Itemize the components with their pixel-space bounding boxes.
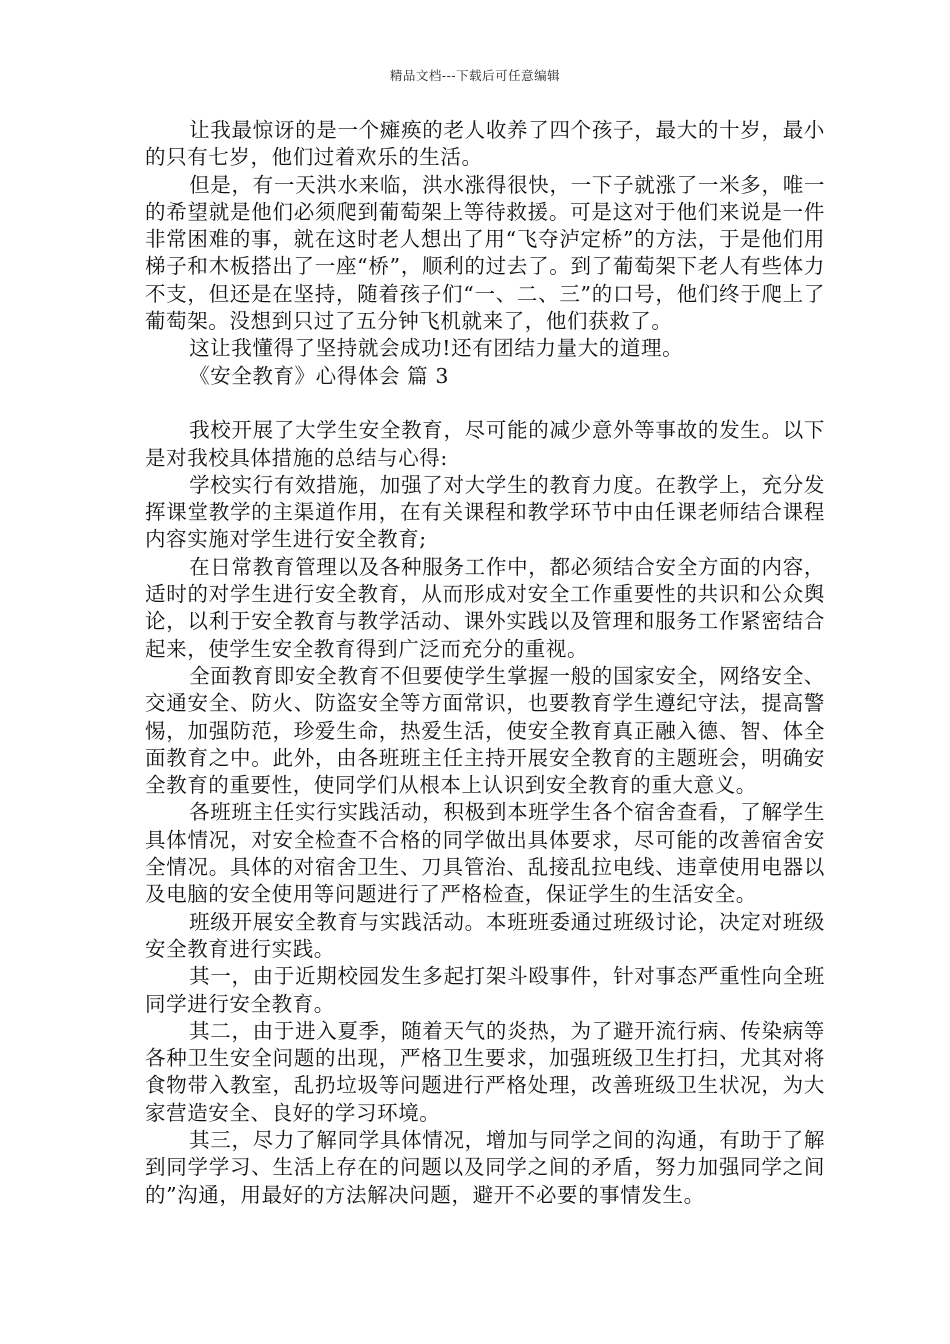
paragraph: 学校实行有效措施，加强了对大学生的教育力度。在教学上，充分发挥课堂教学的主渠道作用，在有关课程和教学环节中由任课老师结合课程内容实施对学生进行安全教育; (145, 472, 825, 552)
document-body (145, 117, 825, 1209)
paragraph: 让我最惊讶的是一个瘫痪的老人收养了四个孩子，最大的十岁，最小的只有七岁，他们过着欢乐的生活。 (145, 118, 825, 170)
section-heading: 《安全教育》心得体会 篇 3 (189, 363, 450, 388)
page-header: 精品文档---下载后可任意编辑 (389, 68, 561, 83)
paragraph: 各班班主任实行实践活动，积极到本班学生各个宿舍查看，了解学生具体情况，对安全检查不合格的同学做出具体要求，尽可能的改善宿舍安全情况。具体的对宿舍卫生、刀具管治、乱接乱拉电线、违章使用电器以及电脑的安全使用等问题进行了严格检查，保证学生的生活安全。 (145, 800, 825, 907)
paragraph: 但是，有一天洪水来临，洪水涨得很快，一下子就涨了一米多，唯一的希望就是他们必须爬到葡萄架上等待救援。可是这对于他们来说是一件非常困难的事，就在这时老人想出了用“飞夺泸定桥”的方法，于是他们用梯子和木板搭出了一座“桥”，顺利的过去了。到了葡萄架下老人有些体力不支，但还是在坚持，随着孩子们“一、二、三”的口号，他们终于爬上了葡萄架。没想到只过了五分钟飞机就来了，他们获救了。 (145, 172, 825, 334)
paragraph: 这让我懂得了坚持就会成功!还有团结力量大的道理。 (189, 336, 684, 361)
paragraph: 我校开展了大学生安全教育，尽可能的减少意外等事故的发生。以下是对我校具体措施的总结与心得: (145, 418, 825, 470)
blank-line (145, 390, 825, 417)
paragraph: 班级开展安全教育与实践活动。本班班委通过班级讨论，决定对班级安全教育进行实践。 (145, 909, 825, 961)
paragraph: 其三，尽力了解同学具体情况，增加与同学之间的沟通，有助于了解到同学学习、生活上存在的问题以及同学之间的矛盾，努力加强同学之间的”沟通，用最好的方法解决问题，避开不必要的事情发生。 (145, 1127, 825, 1207)
paragraph: 其一，由于近期校园发生多起打架斗殴事件，针对事态严重性向全班同学进行安全教育。 (145, 964, 825, 1016)
paragraph: 在日常教育管理以及各种服务工作中，都必须结合安全方面的内容，适时的对学生进行安全教育，从而形成对安全工作重要性的共识和公众舆论，以利于安全教育与教学活动、课外实践以及管理和服务工作紧密结合起来，使学生安全教育得到广泛而充分的重视。 (145, 554, 825, 661)
paragraph: 全面教育即安全教育不但要使学生掌握一般的国家安全，网络安全、交通安全、防火、防盗安全等方面常识，也要教育学生遵纪守法，提高警惕，加强防范，珍爱生命，热爱生活，使安全教育真正融入德、智、体全面教育之中。此外，由各班班主任主持开展安全教育的主题班会，明确安全教育的重要性，使同学们从根本上认识到安全教育的重大意义。 (145, 663, 825, 798)
paragraph: 其二，由于进入夏季，随着天气的炎热，为了避开流行病、传染病等各种卫生安全问题的出现，严格卫生要求，加强班级卫生打扫，尤其对将食物带入教室，乱扔垃圾等问题进行严格处理，改善班级卫生状况，为大家营造安全、良好的学习环境。 (145, 1018, 825, 1125)
